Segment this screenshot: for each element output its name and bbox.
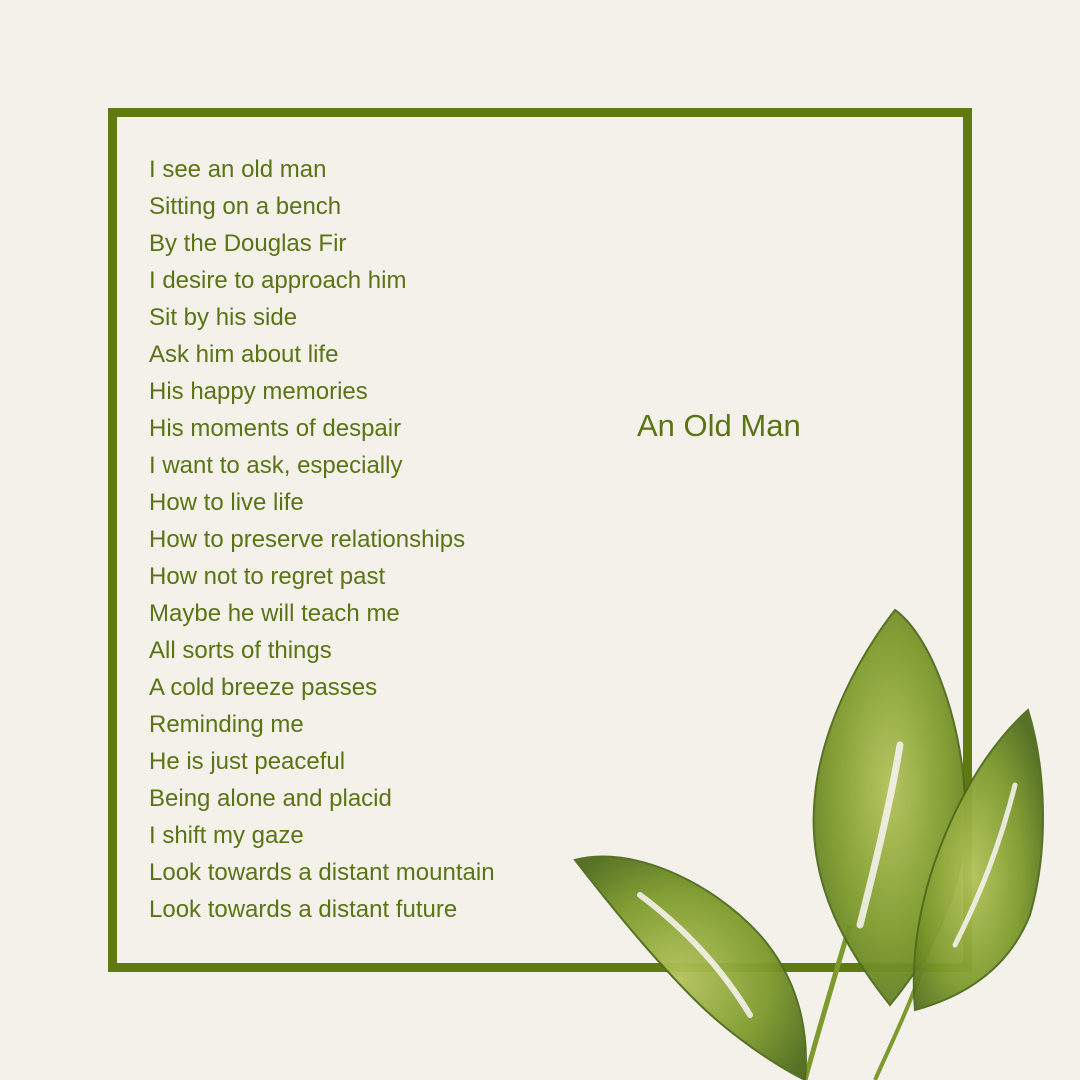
leaf-left <box>575 857 806 1080</box>
watercolor-leaves-icon <box>560 595 1060 1080</box>
poem-line: Look towards a distant mountain <box>149 859 495 886</box>
leaf-stem <box>805 925 850 1080</box>
poem-line: He is just peaceful <box>149 748 346 775</box>
poem-line: I desire to approach him <box>149 267 407 294</box>
poem-line: I want to ask, especially <box>149 452 403 479</box>
poem-lines <box>149 151 495 928</box>
poem-line: How to preserve relationships <box>149 526 466 553</box>
poem-title: An Old Man <box>637 408 801 443</box>
poem-line: Maybe he will teach me <box>149 600 400 627</box>
poem-line: How not to regret past <box>149 563 386 590</box>
poem-line: Reminding me <box>149 711 304 738</box>
poem-line: His moments of despair <box>149 415 402 442</box>
poem-line: I shift my gaze <box>149 822 304 849</box>
poem-line: His happy memories <box>149 378 368 405</box>
poem-line: Look towards a distant future <box>149 896 458 923</box>
poem-line: I see an old man <box>149 156 327 183</box>
poem-line: All sorts of things <box>149 637 332 664</box>
poem-line: A cold breeze passes <box>149 674 378 701</box>
poem-line: Sitting on a bench <box>149 193 342 220</box>
poem-line: How to live life <box>149 489 304 516</box>
poem-line: By the Douglas Fir <box>149 230 347 257</box>
poem-line: Ask him about life <box>149 341 339 368</box>
poem-line: Being alone and placid <box>149 785 392 812</box>
poem-line: Sit by his side <box>149 304 298 331</box>
